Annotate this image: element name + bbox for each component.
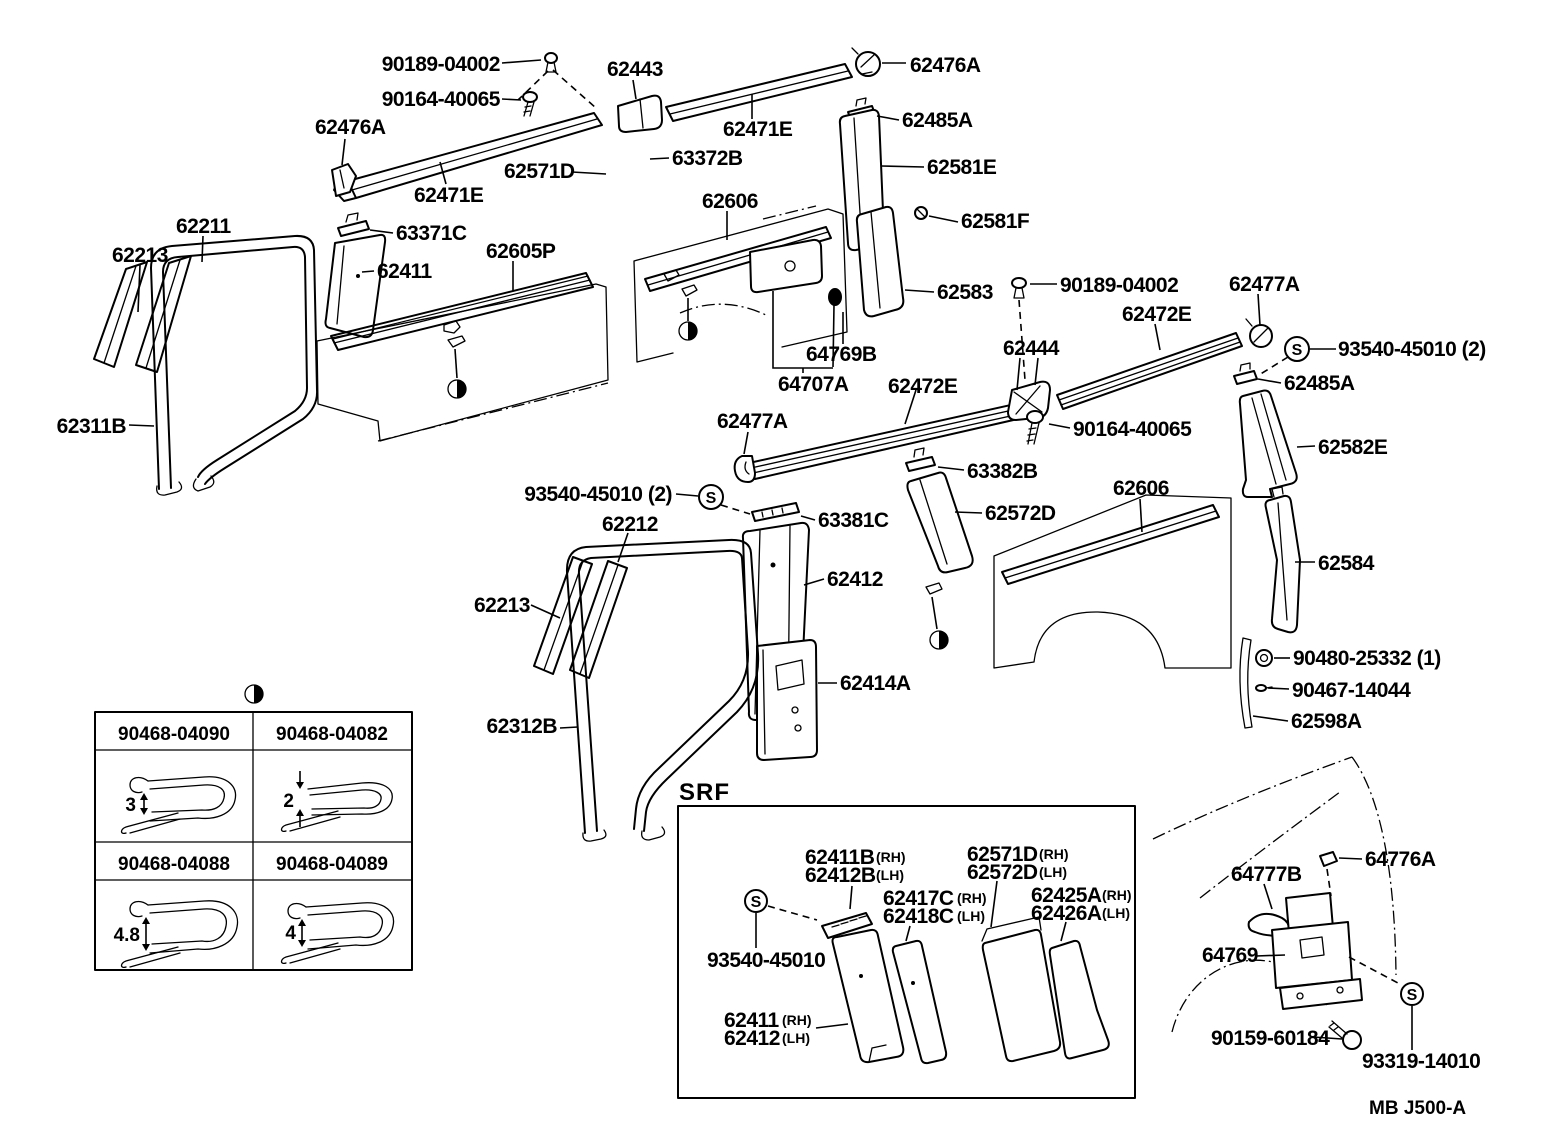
- position-marker-icon: [448, 380, 466, 398]
- clip-dimension: 4: [285, 923, 296, 944]
- part-label: 93319-14010: [1362, 1050, 1481, 1073]
- part-label: 62572D: [967, 861, 1038, 884]
- end-cap-62477A-left: [735, 456, 755, 482]
- clip-62485A-right: [1234, 363, 1257, 384]
- part-label: 62411B: [805, 846, 875, 869]
- clip-90189-mid: [1012, 278, 1026, 298]
- part-label: 62476A: [910, 54, 981, 77]
- part-label: 62571D: [504, 160, 575, 183]
- part-label: 62485A: [902, 109, 973, 132]
- assembly-dash-line: [1327, 869, 1331, 896]
- windshield-garnish-62213-bottom: [534, 557, 592, 674]
- part-label: 62472E: [1122, 303, 1192, 326]
- belt-molding-62472E-right: [1057, 333, 1242, 409]
- part-label: 62444: [1003, 337, 1059, 360]
- nut-90480: [1256, 650, 1272, 666]
- trim-board-62606-first: [634, 209, 847, 362]
- side-tag: (RH): [876, 849, 906, 865]
- side-tag: (LH): [1039, 864, 1067, 880]
- side-tag: (RH): [1039, 846, 1069, 862]
- part-label: 64776A: [1365, 848, 1436, 871]
- s-symbol-letter: S: [750, 894, 762, 911]
- part-label: 62583: [937, 281, 993, 304]
- clip-63381C: [752, 503, 799, 521]
- part-label: 62581F: [961, 210, 1030, 233]
- clip-dimension: 3: [125, 795, 136, 816]
- part-label: 90189-04002: [1060, 274, 1179, 297]
- part-label: 62426A: [1031, 902, 1102, 925]
- s-symbol-letter: S: [705, 490, 717, 507]
- s-symbol-letter: S: [1291, 342, 1303, 359]
- part-label: 63382B: [967, 460, 1038, 483]
- side-tag: (LH): [782, 1030, 810, 1046]
- clip-90189-top: [545, 53, 557, 72]
- part-label: 62411: [724, 1009, 779, 1032]
- clip-drawing: [114, 901, 238, 968]
- pillar-garnish-62582E-part: [1240, 391, 1297, 497]
- clip-size-table: [95, 685, 412, 970]
- s-symbol-right: [1285, 337, 1309, 361]
- screw-90164-top: [523, 92, 537, 116]
- part-label: 63372B: [672, 147, 743, 170]
- part-label: 62443: [607, 58, 663, 81]
- part-label: 62312B: [486, 715, 557, 738]
- position-marker-icon: [679, 322, 697, 340]
- s-symbol-letter: S: [1406, 987, 1418, 1004]
- position-marker-icon: [930, 631, 948, 649]
- part-label: 90164-40065: [381, 88, 500, 111]
- table-part-number: 90468-04089: [276, 854, 388, 875]
- part-label: 62605P: [486, 240, 556, 263]
- assembly-dash-line: [553, 70, 596, 108]
- part-label: 62581E: [927, 156, 997, 179]
- table-part-number: 90468-04090: [118, 724, 230, 745]
- retainer-62476A-right: [852, 48, 880, 76]
- part-label: 62212: [602, 513, 658, 536]
- part-label: 93540-45010 (2): [524, 483, 672, 506]
- diagram-code: MB J500-A: [1369, 1098, 1467, 1119]
- part-label: 62606: [702, 190, 758, 213]
- position-marker-icon: [245, 685, 263, 703]
- part-label: 64777B: [1231, 863, 1302, 886]
- part-label: 62213: [112, 244, 168, 267]
- clip-drawing: [282, 771, 393, 831]
- part-label: 62606: [1113, 477, 1169, 500]
- trim-strip-62598A-part: [1240, 638, 1252, 728]
- side-tag: (LH): [1102, 905, 1130, 921]
- clip-63371C: [338, 213, 369, 236]
- part-label: 62414A: [840, 672, 911, 695]
- side-tag: (RH): [1102, 887, 1132, 903]
- pillar-garnish-62411-part: [326, 235, 386, 337]
- part-label: 90480-25332 (1): [1293, 647, 1441, 670]
- part-label: 62476A: [315, 116, 386, 139]
- part-label: 62417C: [883, 887, 954, 910]
- part-label: 62213: [474, 594, 530, 617]
- side-tag: (RH): [782, 1012, 812, 1028]
- part-label: 62477A: [717, 410, 788, 433]
- part-label: 62411: [377, 260, 432, 283]
- part-label: 90159-60184: [1211, 1027, 1330, 1050]
- clip-64769B-knob: [828, 288, 842, 306]
- s-symbol-left: [699, 485, 723, 509]
- part-label: 62582E: [1318, 436, 1388, 459]
- side-tag: (LH): [876, 867, 904, 883]
- part-label: 63381C: [818, 509, 889, 532]
- part-label: 62477A: [1229, 273, 1300, 296]
- part-label: 93540-45010: [707, 949, 826, 972]
- part-label: 64769: [1202, 944, 1258, 967]
- part-label: 62211: [176, 215, 231, 238]
- part-label: 62412: [827, 568, 883, 591]
- part-label: 62412: [724, 1027, 780, 1050]
- part-label: 62471E: [723, 118, 793, 141]
- grommet-62581F: [915, 207, 927, 219]
- part-label: 62571D: [967, 843, 1038, 866]
- side-tag: (LH): [957, 908, 985, 924]
- s-symbol-bottom-right: [1401, 983, 1423, 1005]
- part-label: 62425A: [1031, 884, 1102, 907]
- clip-dimension: 2: [283, 791, 294, 812]
- part-label: 64707A: [778, 373, 849, 396]
- clip-drawing: [122, 777, 236, 834]
- lower-pillar-trim-62414A-part: [757, 640, 817, 760]
- part-label: 93540-45010 (2): [1338, 338, 1486, 361]
- table-part-number: 90468-04082: [276, 724, 388, 745]
- assembly-dash-line: [721, 505, 750, 514]
- srf-box: [678, 779, 1135, 1098]
- screw-90164-mid: [1027, 411, 1043, 444]
- part-label: 62572D: [985, 502, 1056, 525]
- joint-62443: [618, 96, 662, 132]
- part-label: 62418C: [883, 905, 954, 928]
- part-label: 90189-04002: [381, 53, 500, 76]
- retainer-62477A-right: [1246, 319, 1272, 347]
- part-label: 63371C: [396, 222, 467, 245]
- clip-drawing: [282, 903, 394, 964]
- part-label: 62584: [1318, 552, 1374, 575]
- pillar-trim-62583-part: [857, 207, 903, 317]
- belt-molding-62471E-right: [666, 64, 852, 121]
- part-label: 90164-40065: [1073, 418, 1192, 441]
- clip-dimension: 4.8: [113, 925, 140, 946]
- clip-63382B: [906, 448, 935, 471]
- table-part-number: 90468-04088: [118, 854, 230, 875]
- part-label: 90467-14044: [1292, 679, 1411, 702]
- part-label: 62471E: [414, 184, 484, 207]
- part-label: 62311B: [56, 415, 126, 438]
- side-tag: (RH): [957, 890, 987, 906]
- pillar-trim-62584-part: [1266, 487, 1301, 632]
- screw-90159: [1329, 1021, 1361, 1049]
- part-label: 62472E: [888, 375, 958, 398]
- clip-below-62572D: [926, 583, 942, 629]
- pillar-garnish-62572D-part: [907, 473, 972, 573]
- part-label: 62598A: [1291, 710, 1362, 733]
- part-label: 62412B: [805, 864, 876, 887]
- pillar-garnish-62571D-part: [982, 917, 1060, 1061]
- s-symbol-srf: [745, 890, 767, 912]
- srf-title: SRF: [679, 779, 730, 806]
- clip-64776A: [1320, 852, 1337, 866]
- part-label: 64769B: [806, 343, 877, 366]
- part-label: 62485A: [1284, 372, 1355, 395]
- bracket-64769-part: [1272, 893, 1362, 1009]
